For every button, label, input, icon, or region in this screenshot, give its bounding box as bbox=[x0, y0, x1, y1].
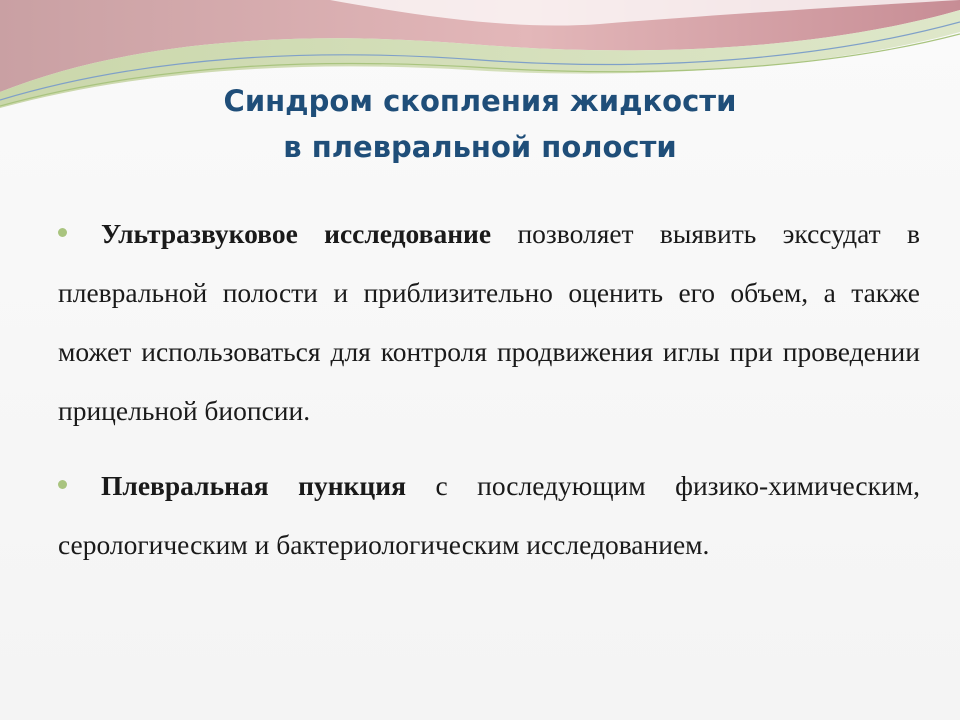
bullet-text: с последующим физико-химическим, серологическим и бактериологическим исследованием. bbox=[58, 470, 920, 560]
bullet-dot-icon bbox=[58, 480, 67, 489]
bullet-term: Плевральная пункция bbox=[101, 470, 406, 501]
title-line-1: Синдром скопления жидкости bbox=[223, 84, 737, 118]
slide-title bbox=[120, 78, 840, 170]
bullet-item-puncture bbox=[58, 456, 920, 574]
bullet-dot-icon bbox=[58, 228, 67, 237]
bullet-text: позволяет выявить экссудат в плевральной полости и приблизительно оценить его объем, а также может использоваться для контроля продвижения иглы при проведении прицельной биопсии. bbox=[58, 218, 921, 426]
bullet-term: Ультразвуковое исследование bbox=[101, 218, 492, 249]
bullet-list bbox=[58, 204, 920, 590]
title-line-2: в плевральной полости bbox=[283, 130, 677, 164]
bullet-item-ultrasound bbox=[58, 204, 920, 440]
